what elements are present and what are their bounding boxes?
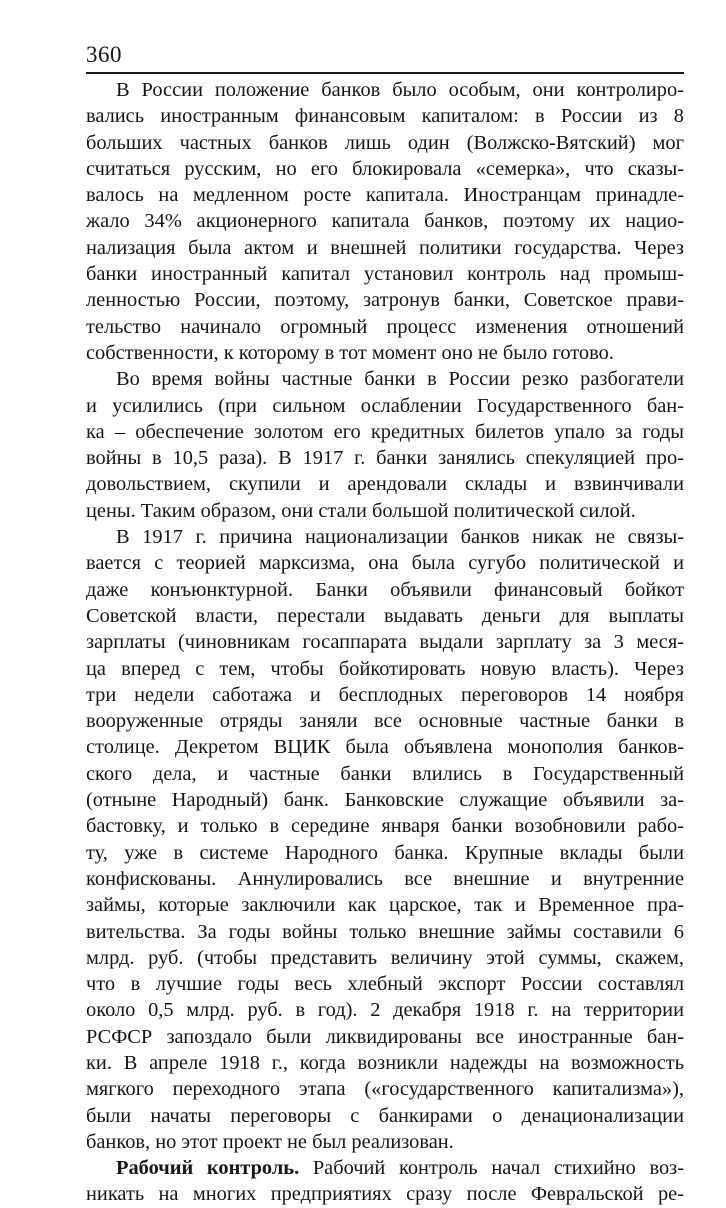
text-line: мягкого переходного этапа («государственного капитализма»), [86,1078,684,1101]
text-fragment: Рабочий контроль начал стихийно воз- [299,1157,684,1180]
text-line: (отныне Народный) банк. Банковские служащие объявили за- [86,789,684,812]
text-line: вались иностранным финансовым капиталом: в России из 8 [86,105,684,128]
text-line: Во время войны частные банки в России резко разбогатели [116,368,684,391]
text-line: В России положение банков было особым, они контролиро- [116,79,684,101]
text-line: что в лучшие годы весь хлебный экспорт России составлял [86,973,684,996]
text-line: бастовку, и только в середине января банки возобновили рабо- [86,815,684,838]
section-heading: Рабочий контроль. [116,1157,300,1180]
text-line: больших частных банков лишь один (Волжско-Вятский) мог [86,131,684,154]
text-line: около 0,5 млрд. руб. в год). 2 декабря 1918 г. на территории [86,999,684,1022]
text-line: ца вперед с тем, чтобы бойкотировать новую власть). Через [86,657,684,680]
text-line: банки иностранный капитал установил контроль над промыш- [86,263,684,286]
text-line: цены. Таким образом, они стали большой политической силой. [86,499,636,522]
text-line: собственности, к которому в тот момент оно не было готово. [86,341,614,364]
text-line: РСФСР запоздало были ликвидированы все иностранные бан- [86,1025,684,1048]
text-line: млрд. руб. (чтобы представить величину этой суммы, скажем, [86,946,684,969]
text-line: ту, уже в системе Народного банка. Крупные вклады были [86,841,684,864]
book-page [86,42,684,1206]
text-line: вооруженные отряды заняли все основные частные банки в [86,710,684,733]
text-line: банков, но этот проект не был реализован. [86,1130,454,1153]
text-line: вительства. За годы войны только внешние займы составили 6 [86,920,684,943]
text-line: вается с теорией марксизма, она была сугубо политической и [86,552,684,575]
text-line: жало 34% акционерного капитала банков, поэтому их нацио- [86,210,684,233]
text-line: никать на многих предприятиях сразу после Февральской ре- [86,1183,684,1206]
text-line: ка – обеспечение золотом его кредитных билетов упало за годы [86,420,684,443]
text-line: столице. Декретом ВЦИК была объявлена монополия банков- [86,736,684,759]
text-line: тельство начинало огромный процесс изменения отношений [86,315,684,338]
text-line [86,1155,684,1181]
text-line: довольствием, скупили и арендовали склады и взвинчивали [86,473,684,496]
text-line: ки. В апреле 1918 г., когда возникли надежды на возможность [86,1051,684,1074]
text-line: конфискованы. Аннулировались все внешние и внутренние [86,867,684,890]
header-rule [86,72,684,74]
text-line: В 1917 г. причина национализации банков никак не связы- [116,526,684,549]
text-line: три недели саботажа и бесплодных переговоров 14 ноября [86,683,684,706]
text-line: ленностью России, поэтому, затронув банки, Советское прави- [86,289,684,312]
text-line: Советской власти, перестали выдавать деньги для выплаты [86,604,684,627]
text-line: считаться русским, но его блокировала «семерка», что сказы- [86,157,684,180]
text-line: были начаты переговоры с банкирами о денационализации [86,1104,684,1127]
text-line: зарплаты (чиновникам госаппарата выдали зарплату за 3 меся- [86,631,684,654]
page-number: 360 [86,42,122,67]
text-line: нализация была актом и внешней политики государства. Через [86,236,684,259]
text-line: валось на медленном росте капитала. Иностранцам принадле- [86,184,684,207]
text-line: ского дела, и частные банки влились в Государственный [86,762,684,785]
text-line: даже конъюнктурной. Банки объявили финансовый бойкот [86,578,684,601]
text-line: войны в 10,5 раза). В 1917 г. банки занялись спекуляцией про- [86,447,684,470]
text-line: займы, которые заключили как царское, так и Временное пра- [86,894,684,917]
text-line: и усилились (при сильном ослаблении Государственного бан- [86,394,684,417]
page-text [86,77,684,1208]
